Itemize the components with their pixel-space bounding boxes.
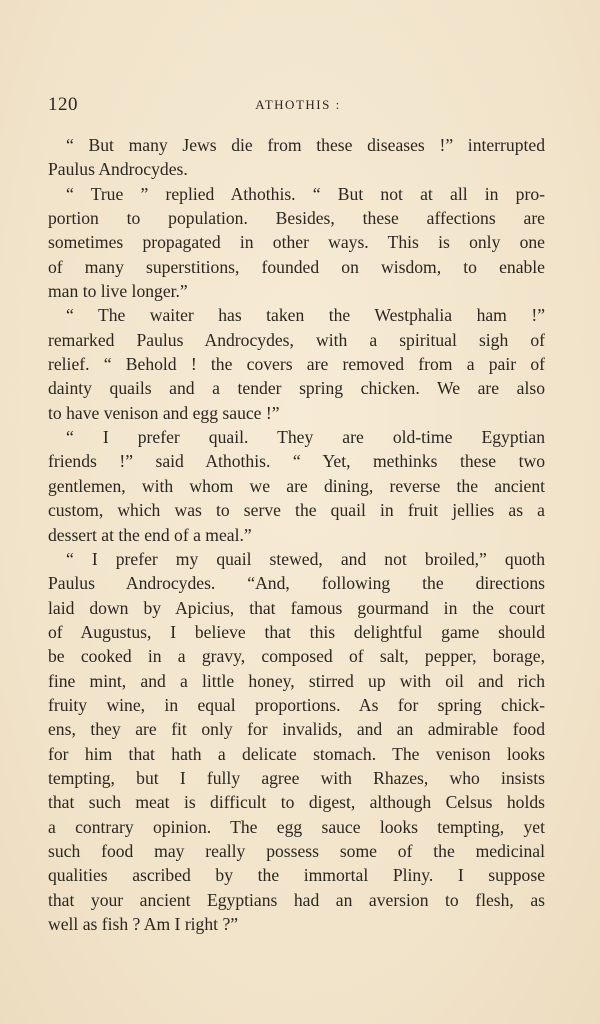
text-line: Paulus Androcydes. <box>48 159 188 180</box>
text-line: fruity wine, in equal proportions. As for spring chick- <box>48 694 545 715</box>
text-line: “ True ” replied Athothis. “ But not at all in pro- <box>66 183 545 204</box>
page-header <box>48 94 548 118</box>
text-line: laid down by Apicius, that famous gourmand in the court <box>48 597 545 618</box>
text-line: friends !” said Athothis. “ Yet, methinks these two <box>48 451 545 472</box>
running-head: ATHOTHIS : <box>255 97 341 112</box>
text-line: well as fish ? Am I right ?” <box>48 914 239 934</box>
text-line: man to live longer.” <box>48 281 188 302</box>
text-line: portion to population. Besides, these affections are <box>48 208 545 229</box>
page-number: 120 <box>48 94 78 115</box>
text-line: “ I prefer my quail stewed, and not broiled,” quoth <box>66 548 545 569</box>
text-line: a contrary opinion. The egg sauce looks tempting, yet <box>48 816 545 837</box>
text-line: that such meat is difficult to digest, although Celsus holds <box>48 792 545 813</box>
text-line: be cooked in a gravy, composed of salt, pepper, borage, <box>48 646 545 667</box>
text-line: dainty quails and a tender spring chicken. We are also <box>48 378 545 399</box>
text-line: of many superstitions, founded on wisdom, to enable <box>48 256 545 277</box>
text-line: for him that hath a delicate stomach. The venison looks <box>48 743 545 764</box>
text-line: qualities ascribed by the immortal Pliny. I suppose <box>48 865 545 886</box>
text-line: fine mint, and a little honey, stirred up with oil and rich <box>48 670 545 691</box>
body-text <box>48 133 545 936</box>
text-line: “ I prefer quail. They are old-time Egyptian <box>66 427 545 448</box>
text-line: gentlemen, with whom we are dining, reverse the ancient <box>48 475 545 496</box>
text-line: custom, which was to serve the quail in fruit jellies as a <box>48 500 545 521</box>
text-line: “ The waiter has taken the Westphalia ham !” <box>66 305 545 326</box>
text-line: sometimes propagated in other ways. This is only one <box>48 232 545 253</box>
text-line: remarked Paulus Androcydes, with a spiritual sigh of <box>48 329 545 350</box>
text-line: of Augustus, I believe that this delightful game should <box>48 621 545 642</box>
text-line: ens, they are fit only for invalids, and an admirable food <box>48 719 545 740</box>
text-line: that your ancient Egyptians had an aversion to flesh, as <box>48 889 545 910</box>
text-line: “ But many Jews die from these diseases !” interrupted <box>66 135 545 155</box>
text-line: relief. “ Behold ! the covers are removed from a pair of <box>48 354 545 375</box>
text-line: to have venison and egg sauce !” <box>48 402 280 423</box>
text-line: such food may really possess some of the medicinal <box>48 840 545 861</box>
text-line: dessert at the end of a meal.” <box>48 524 252 545</box>
text-line: tempting, but I fully agree with Rhazes, who insists <box>48 767 545 788</box>
text-line: Paulus Androcydes. “And, following the directions <box>48 573 545 594</box>
